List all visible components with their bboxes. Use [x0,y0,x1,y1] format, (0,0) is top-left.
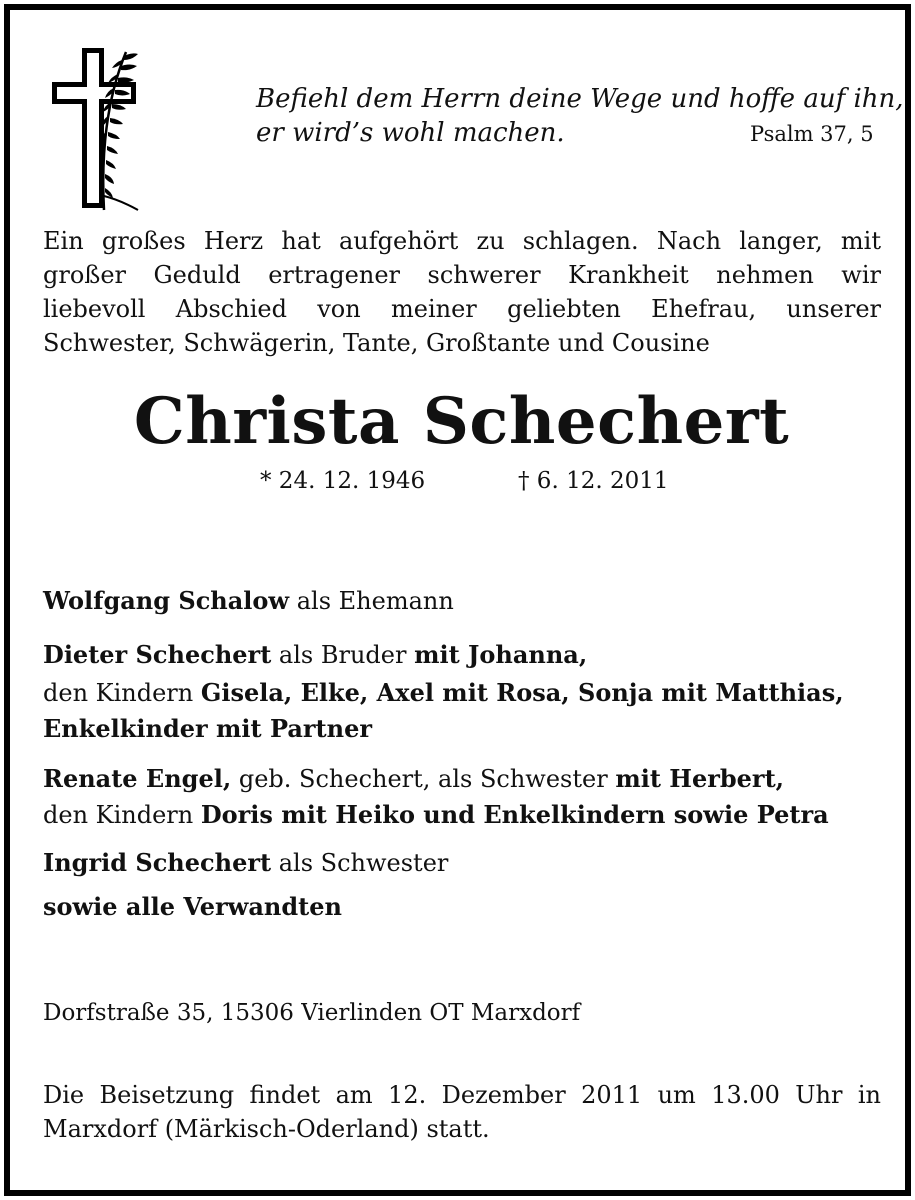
mourner-name: Wolfgang Schalow [43,586,290,615]
deceased-name: Christa Schechert [133,384,790,459]
mourner-name: Doris mit Heiko und Enkelkindern sowie Petra [200,800,829,829]
mourner-name: Renate Engel, [43,764,232,793]
burial-line: Die Beisetzung findet am 12. Dezember 2011 um 13.00 Uhr in [43,1081,881,1109]
intro-line: großer Geduld ertragener schwerer Krankheit nehmen wir [43,261,881,289]
family-line [43,712,372,746]
quote-source: Psalm 37, 5 [750,122,874,146]
intro-line: liebevoll Abschied von meiner geliebten Ehefrau, unserer [43,295,881,323]
birth-date: * 24. 12. 1946 [260,468,426,494]
intro-line: Schwester, Schwägerin, Tante, Großtante und Cousine [43,329,710,357]
intro-line: Ein großes Herz hat aufgehört zu schlagen. Nach langer, mit [43,227,881,255]
mourner-name: Ingrid Schechert [43,848,272,877]
mourner-name: Gisela, Elke, Axel mit Rosa, Sonja mit Matthias, [200,678,844,707]
mourner-relation: als Schwester [271,849,449,877]
death-date: † 6. 12. 2011 [518,468,669,494]
family-line [43,846,448,880]
family-line [43,676,844,710]
family-line [43,638,587,672]
quote-line-1: Befiehl dem Herrn deine Wege und hoffe auf ihn, [256,84,904,114]
mourner-relation: den Kindern [43,679,201,707]
mourner-relation: als Ehemann [289,587,454,615]
mourner-relation: geb. Schechert, als Schwester [231,765,616,793]
mourner-name: sowie alle Verwandten [43,892,342,921]
quote-line-2: er wird’s wohl machen. [256,118,565,148]
burial-line: Marxdorf (Märkisch-Oderland) statt. [43,1115,490,1143]
burial-notice [43,1078,881,1146]
obituary-notice [4,4,911,1196]
mourner-name: Dieter Schechert [43,640,272,669]
mourner-relation: den Kindern [43,801,201,829]
family-line [43,798,829,832]
mourner-relation: als Bruder [271,641,415,669]
cross-with-palm-icon [46,46,158,216]
mourner-partner: mit Johanna, [414,640,588,669]
intro-paragraph [43,224,881,360]
family-line [43,890,342,924]
mourner-partner: mit Herbert, [615,764,785,793]
family-line [43,584,454,618]
mourner-name: Enkelkinder mit Partner [43,714,373,743]
family-line [43,762,784,796]
address: Dorfstraße 35, 15306 Vierlinden OT Marxdorf [43,1000,581,1026]
